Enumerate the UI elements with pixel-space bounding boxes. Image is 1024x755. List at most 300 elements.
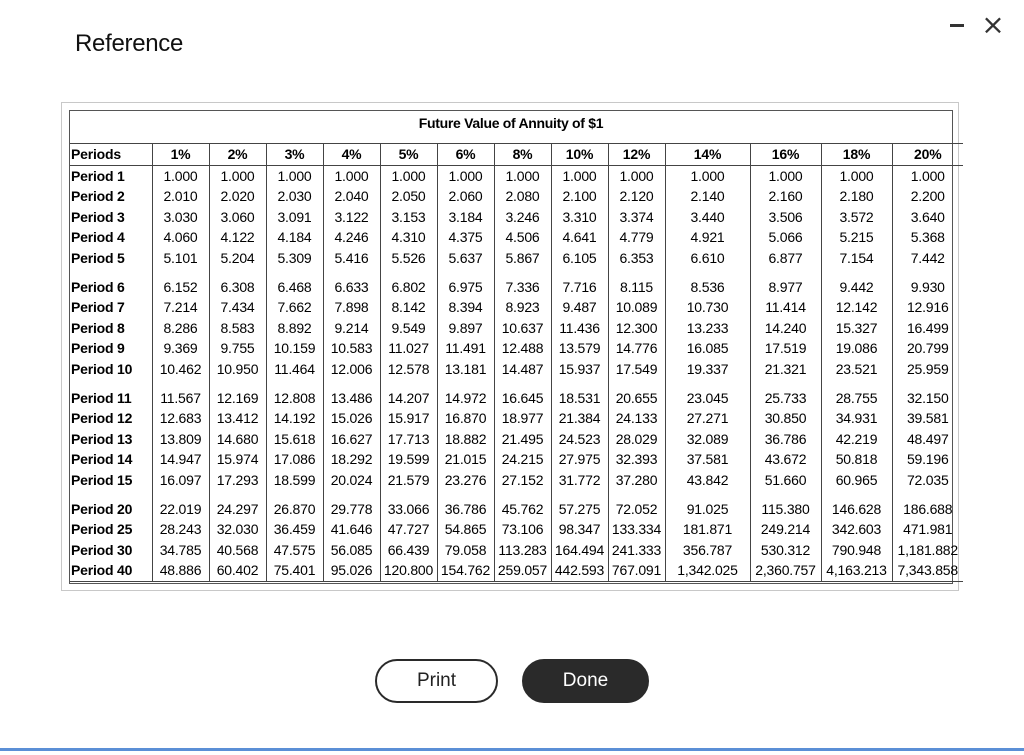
table-cell: 5.204 (209, 248, 266, 269)
rate-column-header: 1% (152, 144, 209, 166)
table-cell: 21.579 (380, 470, 437, 491)
table-cell: 7.898 (323, 297, 380, 318)
table-cell: 14.487 (494, 359, 551, 380)
table-cell: 32.393 (608, 449, 665, 470)
table-cell: 17.086 (266, 449, 323, 470)
rate-column-header: 5% (380, 144, 437, 166)
table-cell: 12.808 (266, 380, 323, 409)
table-cell: 37.581 (665, 449, 750, 470)
table-cell: 2,360.757 (750, 560, 821, 581)
table-cell: 14.207 (380, 380, 437, 409)
table-cell: 8.892 (266, 318, 323, 339)
table-cell: 14.192 (266, 408, 323, 429)
table-cell: 3.030 (152, 207, 209, 228)
table-cell: 17.713 (380, 429, 437, 450)
table-cell: 34.785 (152, 540, 209, 561)
table-cell: 24.523 (551, 429, 608, 450)
rate-column-header: 18% (821, 144, 892, 166)
table-cell: 27.152 (494, 470, 551, 491)
table-cell: 3.506 (750, 207, 821, 228)
table-cell: 6.802 (380, 269, 437, 298)
table-cell: 181.871 (665, 519, 750, 540)
table-cell: 3.440 (665, 207, 750, 228)
table-cell: 41.646 (323, 519, 380, 540)
table-cell: 40.568 (209, 540, 266, 561)
table-cell: 3.310 (551, 207, 608, 228)
table-cell: 7.442 (892, 248, 963, 269)
table-cell: 47.575 (266, 540, 323, 561)
table-cell: 16.627 (323, 429, 380, 450)
table-cell: 7,343.858 (892, 560, 963, 581)
table-cell: 3.246 (494, 207, 551, 228)
table-cell: 12.683 (152, 408, 209, 429)
table-cell: 3.184 (437, 207, 494, 228)
table-cell: 6.152 (152, 269, 209, 298)
table-cell: 21.321 (750, 359, 821, 380)
table-cell: 6.633 (323, 269, 380, 298)
table-cell: 1.000 (323, 165, 380, 186)
table-cell: 2.050 (380, 186, 437, 207)
table-cell: 11.027 (380, 338, 437, 359)
table-cell: 2.020 (209, 186, 266, 207)
table-cell: 48.886 (152, 560, 209, 581)
close-button[interactable] (978, 10, 1008, 40)
table-cell: 4.506 (494, 227, 551, 248)
table-cell: 47.727 (380, 519, 437, 540)
table-cell: 24.215 (494, 449, 551, 470)
table-row (70, 165, 963, 186)
table-cell: 10.089 (608, 297, 665, 318)
table-row (70, 429, 963, 450)
table-cell: 113.283 (494, 540, 551, 561)
table-cell: 98.347 (551, 519, 608, 540)
table-cell: 12.169 (209, 380, 266, 409)
period-label: Period 15 (71, 471, 133, 488)
table-cell: 50.818 (821, 449, 892, 470)
period-label: Period 5 (71, 249, 125, 266)
table-cell: 66.439 (380, 540, 437, 561)
table-cell: 2.060 (437, 186, 494, 207)
table-row (70, 408, 963, 429)
table-cell: 34.931 (821, 408, 892, 429)
table-cell: 16.085 (665, 338, 750, 359)
table-cell: 32.030 (209, 519, 266, 540)
table-cell: 133.334 (608, 519, 665, 540)
table-cell: 19.086 (821, 338, 892, 359)
period-label: Period 3 (71, 208, 125, 225)
rate-column-header: 8% (494, 144, 551, 166)
table-cell: 27.271 (665, 408, 750, 429)
table-cell: 91.025 (665, 491, 750, 520)
table-row (70, 470, 963, 491)
table-cell: 17.293 (209, 470, 266, 491)
table-cell: 75.401 (266, 560, 323, 581)
table-cell: 23.045 (665, 380, 750, 409)
table-cell: 442.593 (551, 560, 608, 581)
table-cell: 15.917 (380, 408, 437, 429)
table-cell: 186.688 (892, 491, 963, 520)
table-cell: 60.965 (821, 470, 892, 491)
table-cell: 13.233 (665, 318, 750, 339)
table-cell: 5.416 (323, 248, 380, 269)
table-cell: 7.662 (266, 297, 323, 318)
table-cell: 24.297 (209, 491, 266, 520)
table-cell: 57.275 (551, 491, 608, 520)
table-cell: 164.494 (551, 540, 608, 561)
table-cell: 6.468 (266, 269, 323, 298)
rate-column-header: 16% (750, 144, 821, 166)
period-label: Period 4 (71, 229, 125, 246)
table-row (70, 248, 963, 269)
table-cell: 12.488 (494, 338, 551, 359)
table-cell: 259.057 (494, 560, 551, 581)
table-cell: 1,181.882 (892, 540, 963, 561)
table-cell: 9.549 (380, 318, 437, 339)
table-cell: 2.080 (494, 186, 551, 207)
table-cell: 32.089 (665, 429, 750, 450)
reference-panel (61, 102, 959, 591)
table-cell: 32.150 (892, 380, 963, 409)
table-cell: 6.975 (437, 269, 494, 298)
table-cell: 356.787 (665, 540, 750, 561)
table-cell: 12.916 (892, 297, 963, 318)
table-cell: 7.154 (821, 248, 892, 269)
table-cell: 5.867 (494, 248, 551, 269)
table-cell: 7.336 (494, 269, 551, 298)
table-cell: 23.521 (821, 359, 892, 380)
table-cell: 4.641 (551, 227, 608, 248)
table-cell: 12.142 (821, 297, 892, 318)
rate-column-header: 4% (323, 144, 380, 166)
period-label: Period 11 (71, 389, 132, 406)
table-cell: 2.180 (821, 186, 892, 207)
table-cell: 241.333 (608, 540, 665, 561)
table-cell: 1,342.025 (665, 560, 750, 581)
table-cell: 20.799 (892, 338, 963, 359)
table-cell: 471.981 (892, 519, 963, 540)
rate-column-header: 6% (437, 144, 494, 166)
table-cell: 12.578 (380, 359, 437, 380)
table-cell: 10.950 (209, 359, 266, 380)
print-button[interactable]: Print (375, 659, 498, 703)
table-cell: 4.246 (323, 227, 380, 248)
annuity-table-frame (69, 110, 958, 584)
table-cell: 5.066 (750, 227, 821, 248)
rate-column-header: 2% (209, 144, 266, 166)
table-row (70, 560, 963, 581)
table-cell: 3.091 (266, 207, 323, 228)
rate-column-header: 12% (608, 144, 665, 166)
table-cell: 43.842 (665, 470, 750, 491)
table-cell: 9.369 (152, 338, 209, 359)
table-cell: 7.434 (209, 297, 266, 318)
table-cell: 5.101 (152, 248, 209, 269)
table-row (70, 207, 963, 228)
minimize-button[interactable] (942, 10, 972, 40)
table-cell: 1.000 (209, 165, 266, 186)
table-cell: 2.200 (892, 186, 963, 207)
table-cell: 1.000 (821, 165, 892, 186)
table-cell: 1.000 (551, 165, 608, 186)
table-cell: 4.310 (380, 227, 437, 248)
table-cell: 10.583 (323, 338, 380, 359)
table-cell: 2.040 (323, 186, 380, 207)
table-cell: 14.972 (437, 380, 494, 409)
table-cell: 27.975 (551, 449, 608, 470)
period-label: Period 13 (71, 430, 133, 447)
table-cell: 2.030 (266, 186, 323, 207)
table-cell: 9.930 (892, 269, 963, 298)
table-cell: 18.977 (494, 408, 551, 429)
table-cell: 22.019 (152, 491, 209, 520)
table-cell: 8.115 (608, 269, 665, 298)
table-cell: 20.024 (323, 470, 380, 491)
table-cell: 8.394 (437, 297, 494, 318)
table-cell: 15.327 (821, 318, 892, 339)
table-cell: 95.026 (323, 560, 380, 581)
table-cell: 51.660 (750, 470, 821, 491)
table-cell: 18.292 (323, 449, 380, 470)
table-cell: 12.300 (608, 318, 665, 339)
table-cell: 17.519 (750, 338, 821, 359)
table-cell: 5.368 (892, 227, 963, 248)
table-cell: 16.870 (437, 408, 494, 429)
table-row (70, 297, 963, 318)
table-row (70, 227, 963, 248)
period-label: Period 40 (70, 560, 152, 581)
table-cell: 4.921 (665, 227, 750, 248)
table-cell: 39.581 (892, 408, 963, 429)
table-cell: 8.977 (750, 269, 821, 298)
table-cell: 2.100 (551, 186, 608, 207)
table-cell: 10.462 (152, 359, 209, 380)
table-cell: 7.214 (152, 297, 209, 318)
table-cell: 16.645 (494, 380, 551, 409)
period-label: Period 12 (71, 410, 133, 427)
window-bottom-border (0, 748, 1024, 751)
table-cell: 10.159 (266, 338, 323, 359)
table-cell: 29.778 (323, 491, 380, 520)
table-cell: 5.309 (266, 248, 323, 269)
table-cell: 15.937 (551, 359, 608, 380)
table-cell: 17.549 (608, 359, 665, 380)
table-cell: 1.000 (892, 165, 963, 186)
table-cell: 42.219 (821, 429, 892, 450)
period-label: Period 20 (71, 500, 133, 517)
table-row (70, 491, 963, 520)
table-caption: Future Value of Annuity of $1 (418, 115, 604, 131)
table-row (70, 269, 963, 298)
table-cell: 14.776 (608, 338, 665, 359)
table-cell: 11.436 (551, 318, 608, 339)
table-cell: 8.583 (209, 318, 266, 339)
table-cell: 3.060 (209, 207, 266, 228)
table-cell: 1.000 (494, 165, 551, 186)
table-cell: 19.599 (380, 449, 437, 470)
table-cell: 31.772 (551, 470, 608, 491)
rate-column-header: 10% (551, 144, 608, 166)
table-cell: 13.486 (323, 380, 380, 409)
minimize-icon (950, 24, 964, 27)
period-label: Period 6 (71, 278, 125, 295)
table-cell: 3.153 (380, 207, 437, 228)
table-cell: 1.000 (266, 165, 323, 186)
table-row (70, 540, 963, 561)
table-cell: 4.375 (437, 227, 494, 248)
table-cell: 26.870 (266, 491, 323, 520)
period-label: Period 14 (71, 451, 133, 468)
table-cell: 9.214 (323, 318, 380, 339)
close-icon: × (981, 8, 1005, 41)
table-cell: 37.280 (608, 470, 665, 491)
table-cell: 13.809 (152, 429, 209, 450)
table-cell: 9.442 (821, 269, 892, 298)
done-button[interactable]: Done (522, 659, 649, 703)
table-cell: 19.337 (665, 359, 750, 380)
future-value-annuity-table (70, 143, 963, 582)
table-cell: 11.414 (750, 297, 821, 318)
table-cell: 8.536 (665, 269, 750, 298)
table-cell: 249.214 (750, 519, 821, 540)
table-cell: 115.380 (750, 491, 821, 520)
table-row (70, 186, 963, 207)
rate-column-header: 20% (892, 144, 963, 166)
table-cell: 23.276 (437, 470, 494, 491)
table-row (70, 449, 963, 470)
table-cell: 2.010 (152, 186, 209, 207)
table-cell: 11.491 (437, 338, 494, 359)
table-cell: 21.015 (437, 449, 494, 470)
table-cell: 15.974 (209, 449, 266, 470)
table-cell: 342.603 (821, 519, 892, 540)
table-cell: 18.882 (437, 429, 494, 450)
table-cell: 1.000 (608, 165, 665, 186)
table-cell: 72.035 (892, 470, 963, 491)
table-row (70, 380, 963, 409)
table-cell: 3.374 (608, 207, 665, 228)
table-cell: 9.897 (437, 318, 494, 339)
table-cell: 15.026 (323, 408, 380, 429)
table-cell: 30.850 (750, 408, 821, 429)
table-cell: 43.672 (750, 449, 821, 470)
table-cell: 5.637 (437, 248, 494, 269)
table-cell: 1.000 (380, 165, 437, 186)
table-cell: 8.142 (380, 297, 437, 318)
period-label: Period 8 (71, 319, 125, 336)
table-cell: 10.637 (494, 318, 551, 339)
table-cell: 5.526 (380, 248, 437, 269)
period-label: Period 25 (71, 521, 133, 538)
table-cell: 767.091 (608, 560, 665, 581)
dialog-title: Reference (75, 30, 184, 57)
table-cell: 5.215 (821, 227, 892, 248)
rate-column-header: 14% (665, 144, 750, 166)
table-cell: 36.786 (750, 429, 821, 450)
table-cell: 1.000 (750, 165, 821, 186)
table-cell: 11.464 (266, 359, 323, 380)
table-cell: 154.762 (437, 560, 494, 581)
table-cell: 1.000 (665, 165, 750, 186)
table-cell: 28.029 (608, 429, 665, 450)
table-cell: 2.120 (608, 186, 665, 207)
table-cell: 6.877 (750, 248, 821, 269)
table-cell: 16.499 (892, 318, 963, 339)
table-cell: 6.610 (665, 248, 750, 269)
table-cell: 9.487 (551, 297, 608, 318)
table-cell: 8.286 (152, 318, 209, 339)
table-cell: 21.384 (551, 408, 608, 429)
table-row (70, 519, 963, 540)
period-label: Period 10 (71, 360, 133, 377)
table-cell: 13.412 (209, 408, 266, 429)
period-label: Period 9 (71, 340, 125, 357)
table-cell: 36.459 (266, 519, 323, 540)
table-cell: 12.006 (323, 359, 380, 380)
table-cell: 56.085 (323, 540, 380, 561)
table-cell: 48.497 (892, 429, 963, 450)
table-cell: 59.196 (892, 449, 963, 470)
table-cell: 72.052 (608, 491, 665, 520)
table-cell: 18.599 (266, 470, 323, 491)
table-cell: 146.628 (821, 491, 892, 520)
table-cell: 2.160 (750, 186, 821, 207)
table-cell: 9.755 (209, 338, 266, 359)
table-cell: 2.140 (665, 186, 750, 207)
periods-header: Periods (70, 144, 152, 166)
table-cell: 4.779 (608, 227, 665, 248)
header-row (70, 144, 963, 166)
table-cell: 25.959 (892, 359, 963, 380)
table-cell: 79.058 (437, 540, 494, 561)
table-cell: 25.733 (750, 380, 821, 409)
table-cell: 1.000 (152, 165, 209, 186)
table-cell: 14.947 (152, 449, 209, 470)
table-cell: 120.800 (380, 560, 437, 581)
table-cell: 18.531 (551, 380, 608, 409)
table-cell: 6.308 (209, 269, 266, 298)
table-cell: 790.948 (821, 540, 892, 561)
table-cell: 28.755 (821, 380, 892, 409)
table-cell: 4.122 (209, 227, 266, 248)
table-cell: 10.730 (665, 297, 750, 318)
table-cell: 13.579 (551, 338, 608, 359)
table-cell: 14.680 (209, 429, 266, 450)
table-cell: 20.655 (608, 380, 665, 409)
table-cell: 6.353 (608, 248, 665, 269)
table-cell: 3.572 (821, 207, 892, 228)
table-cell: 11.567 (152, 380, 209, 409)
table-cell: 45.762 (494, 491, 551, 520)
table-row (70, 359, 963, 380)
period-label: Period 2 (71, 188, 125, 205)
table-cell: 4,163.213 (821, 560, 892, 581)
table-cell: 3.640 (892, 207, 963, 228)
table-cell: 4.060 (152, 227, 209, 248)
table-cell: 33.066 (380, 491, 437, 520)
period-label: Period 7 (71, 299, 125, 316)
period-label: Period 30 (71, 541, 133, 558)
table-cell: 3.122 (323, 207, 380, 228)
table-cell: 15.618 (266, 429, 323, 450)
table-row (70, 338, 963, 359)
table-cell: 8.923 (494, 297, 551, 318)
table-cell: 28.243 (152, 519, 209, 540)
table-cell: 530.312 (750, 540, 821, 561)
table-cell: 24.133 (608, 408, 665, 429)
table-cell: 7.716 (551, 269, 608, 298)
table-cell: 16.097 (152, 470, 209, 491)
table-cell: 14.240 (750, 318, 821, 339)
